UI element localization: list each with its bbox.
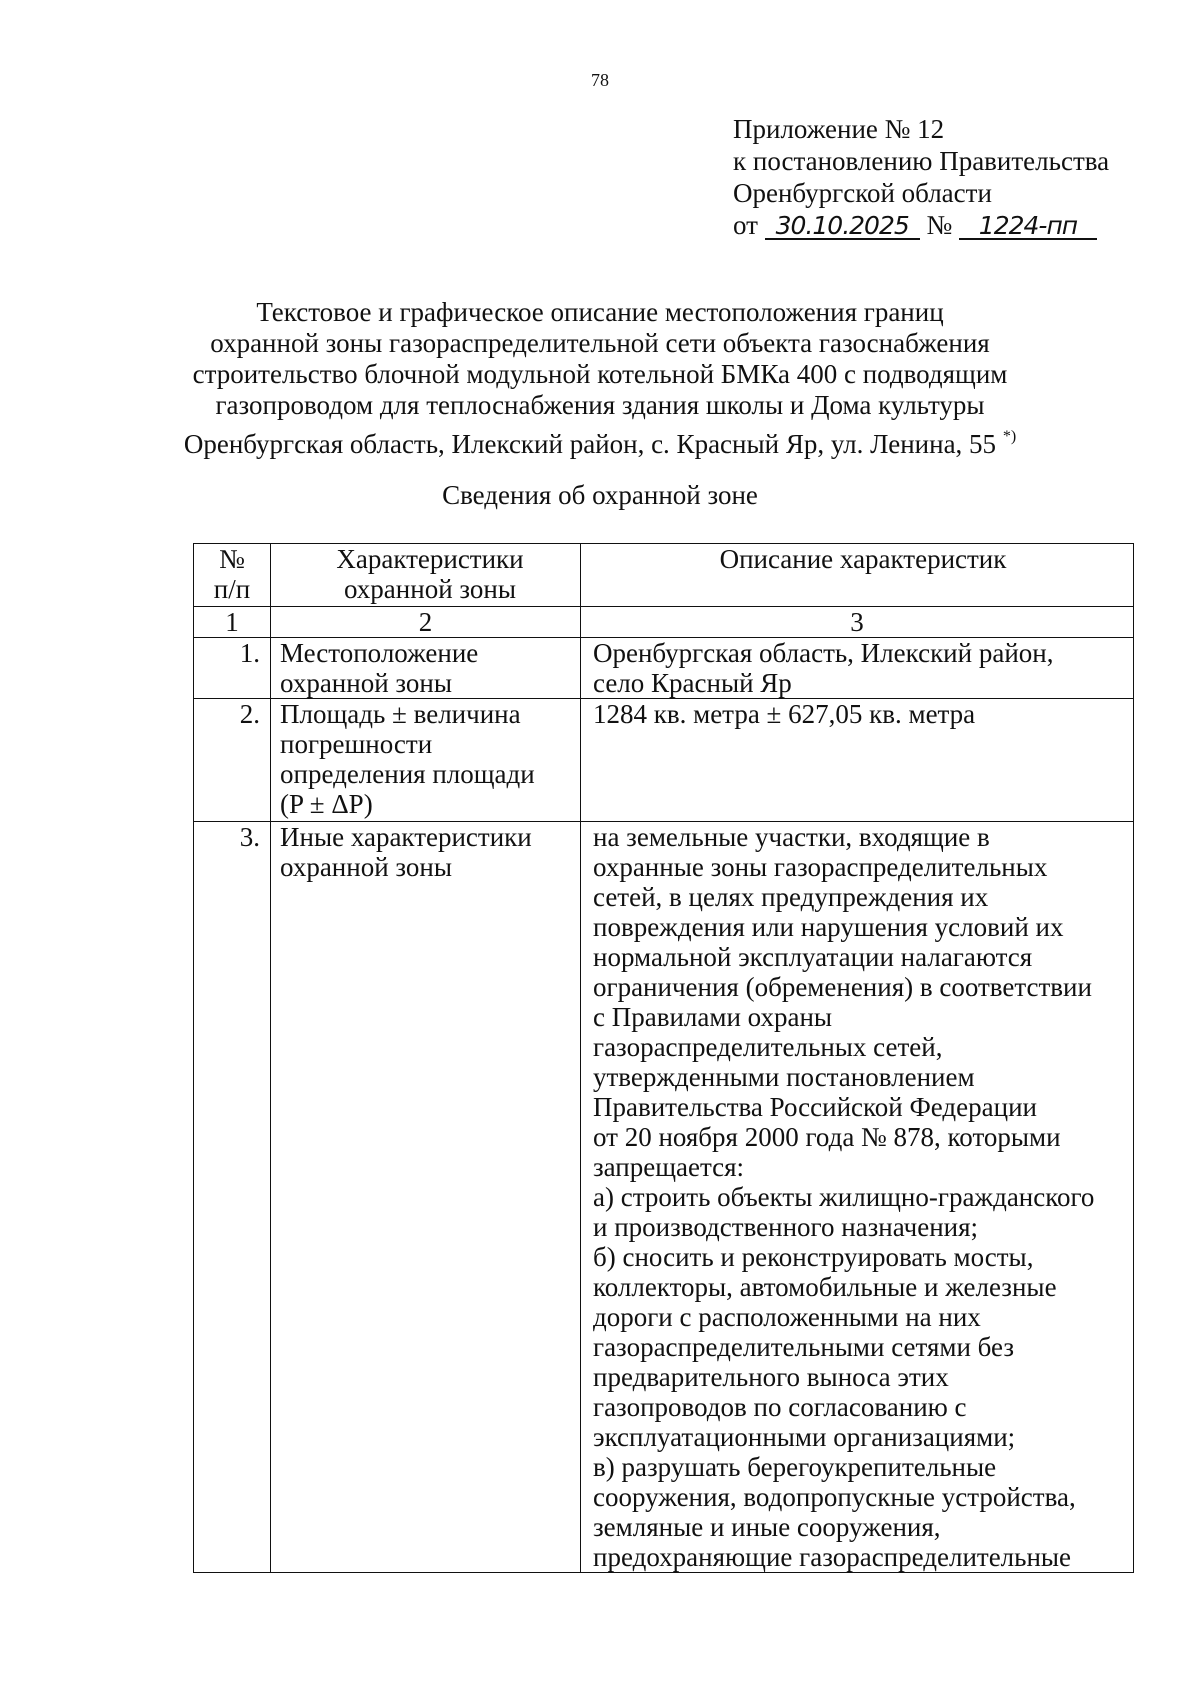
cell-line: охранные зоны газораспределительных [593,852,1048,882]
header-text: Характеристики [336,544,524,574]
cell-line: от 20 ноября 2000 года № 878, которыми [593,1122,1061,1152]
cell-line: охранной зоны [280,668,453,698]
row-description [581,638,1134,699]
handwritten-date: 30.10.2025 [765,214,920,240]
row-description [581,699,1134,822]
cell-line: Иные характеристики [280,822,532,852]
table-row [194,638,1134,699]
cell-line: предохраняющие газораспределительные [593,1542,1072,1572]
row-number: 3. [194,822,271,1573]
title-line: газопроводом для теплоснабжения здания школы и Дома культуры [215,390,985,420]
table-row [194,699,1134,822]
column-number-row [194,607,1134,638]
cell-line: определения площади [280,759,535,789]
handwritten-number: 1224-пп [959,214,1097,240]
title-line: охранной зоны газораспределительной сети объекта газоснабжения [210,328,990,358]
column-number: 2 [271,607,581,638]
cell-line: эксплуатационными организациями; [593,1422,1016,1452]
footnote-mark: *) [1002,428,1017,445]
cell-line: коллекторы, автомобильные и железные [593,1272,1057,1302]
cell-line: в) разрушать берегоукрепительные [593,1452,997,1482]
row-characteristic [271,699,581,822]
zone-info-table [193,543,1134,1573]
row-number: 1. [194,638,271,699]
cell-line: утвержденными постановлением [593,1062,975,1092]
document-title [0,297,1200,460]
cell-line: и производственного назначения; [593,1212,979,1242]
cell-line: нормальной эксплуатации налагаются [593,942,1033,972]
header-cell-number [194,544,271,607]
cell-line: охранной зоны [280,852,453,882]
column-number: 3 [581,607,1134,638]
header-text: охранной зоны [343,574,516,604]
cell-line: погрешности [280,729,433,759]
title-line: строительство блочной модульной котельной БМКа 400 с подводящим [192,359,1008,389]
cell-line: Площадь ± величина [280,699,521,729]
header-cell-description [581,544,1134,607]
cell-line: на земельные участки, входящие в [593,822,990,852]
table-row [194,822,1134,1573]
cell-line: земляные и иные сооружения, [593,1512,941,1542]
appendix-block [733,113,1109,241]
table-header-row [194,544,1134,607]
cell-line: газораспределительных сетей, [593,1032,943,1062]
number-label: № [926,210,953,240]
cell-line: повреждения или нарушения условий их [593,912,1064,942]
row-number: 2. [194,699,271,822]
cell-line: 1284 кв. метра ± 627,05 кв. метра [593,699,976,729]
appendix-line: Оренбургской области [733,178,992,208]
cell-line: с Правилами охраны [593,1002,833,1032]
cell-line: предварительного выноса этих [593,1362,949,1392]
row-description [581,822,1134,1573]
from-label: от [733,210,758,240]
column-number: 1 [194,607,271,638]
cell-line: (P ± ΔP) [280,789,373,819]
row-characteristic [271,638,581,699]
cell-line: б) сносить и реконструировать мосты, [593,1242,1034,1272]
cell-line: сетей, в целях предупреждения их [593,882,989,912]
cell-line: а) строить объекты жилищно-гражданского [593,1182,1095,1212]
title-line: Текстовое и графическое описание местоположения границ [256,297,944,327]
title-line [0,421,1200,460]
appendix-line: Приложение № 12 [733,114,945,144]
cell-line: сооружения, водопропускные устройства, [593,1482,1076,1512]
header-text: п/п [213,574,251,604]
cell-line: Правительства Российской Федерации [593,1092,1037,1122]
cell-line: запрещается: [593,1152,745,1182]
cell-line: дороги с расположенными на них [593,1302,981,1332]
appendix-line: к постановлению Правительства [733,146,1110,176]
header-text: № [219,544,245,574]
title-line-text: Оренбургская область, Илекский район, с. Красный Яр, ул. Ленина, 55 [183,429,997,459]
page-number: 78 [591,70,609,90]
cell-line: Оренбургская область, Илекский район, [593,638,1054,668]
cell-line: Местоположение [280,638,479,668]
row-characteristic [271,822,581,1573]
header-cell-characteristics [271,544,581,607]
cell-line: село Красный Яр [593,668,792,698]
header-text: Описание характеристик [719,544,1007,574]
cell-line: газопроводов по согласованию с [593,1392,967,1422]
section-subtitle: Сведения об охранной зоне [442,480,758,510]
appendix-date-line [733,209,1109,241]
cell-line: газораспределительными сетями без [593,1332,1015,1362]
cell-line: ограничения (обременения) в соответствии [593,972,1092,1002]
